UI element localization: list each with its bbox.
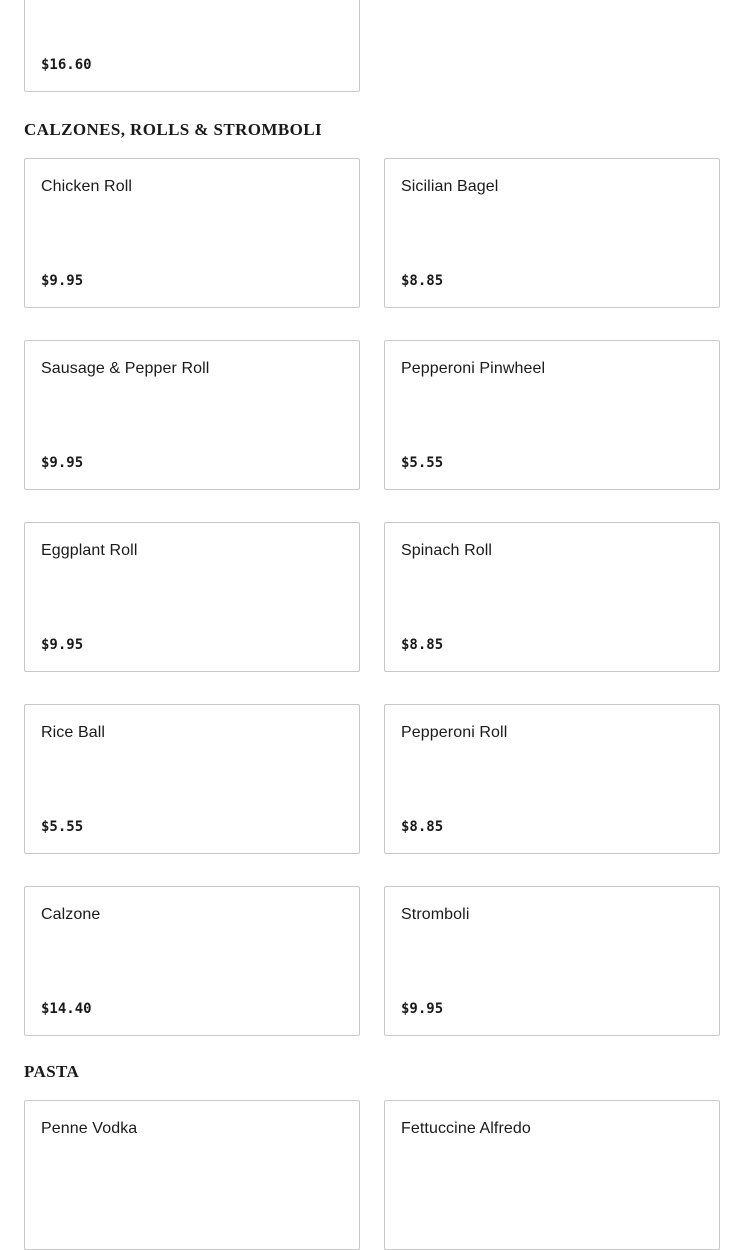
menu-item-price: $9.95 (41, 273, 84, 289)
menu-item-card[interactable] (24, 0, 360, 92)
menu-item-price: $5.55 (401, 455, 444, 471)
menu-item-price: $8.85 (401, 637, 444, 653)
menu-item-name: Sicilian Bagel (401, 178, 499, 195)
menu-item-card[interactable] (384, 340, 720, 490)
section-title-calzones: CALZONES, ROLLS & STROMBOLI (24, 120, 322, 139)
menu-item-name: Penne Vodka (41, 1120, 138, 1137)
menu-item-name: Pepperoni Roll (401, 724, 508, 741)
menu-item-price: $8.85 (401, 273, 444, 289)
section-title-pasta: PASTA (24, 1062, 80, 1081)
menu-item-card[interactable] (384, 1100, 720, 1250)
menu-item-name: Eggplant Roll (41, 542, 138, 559)
menu-item-card[interactable] (24, 340, 360, 490)
menu-item-card[interactable] (384, 522, 720, 672)
menu-item-price: $8.85 (401, 819, 444, 835)
menu-item-card[interactable] (384, 158, 720, 308)
menu-item-card[interactable] (24, 1100, 360, 1250)
menu-item-name: Pepperoni Pinwheel (401, 360, 546, 377)
menu-item-price: $14.40 (41, 1001, 92, 1017)
menu-item-card[interactable] (24, 704, 360, 854)
menu-item-card[interactable] (24, 522, 360, 672)
menu-item-price: $9.95 (41, 637, 84, 653)
menu-item-card[interactable] (384, 704, 720, 854)
menu-item-name: Spinach Roll (401, 542, 493, 559)
menu-item-name: Stromboli (401, 906, 470, 923)
menu-item-name: Calzone (41, 906, 101, 923)
menu-item-name: Sausage & Pepper Roll (41, 360, 210, 377)
menu-item-price: $9.95 (41, 455, 84, 471)
menu-item-name: Chicken Roll (41, 178, 133, 195)
menu-item-name: Fettuccine Alfredo (401, 1120, 531, 1137)
menu-item-price: $9.95 (401, 1001, 444, 1017)
menu-item-name: Rice Ball (41, 724, 106, 741)
menu-item-card[interactable] (24, 158, 360, 308)
menu-item-card[interactable] (24, 886, 360, 1036)
menu-item-price: $16.60 (41, 57, 92, 73)
menu-item-price: $5.55 (41, 819, 84, 835)
menu-item-card[interactable] (384, 886, 720, 1036)
